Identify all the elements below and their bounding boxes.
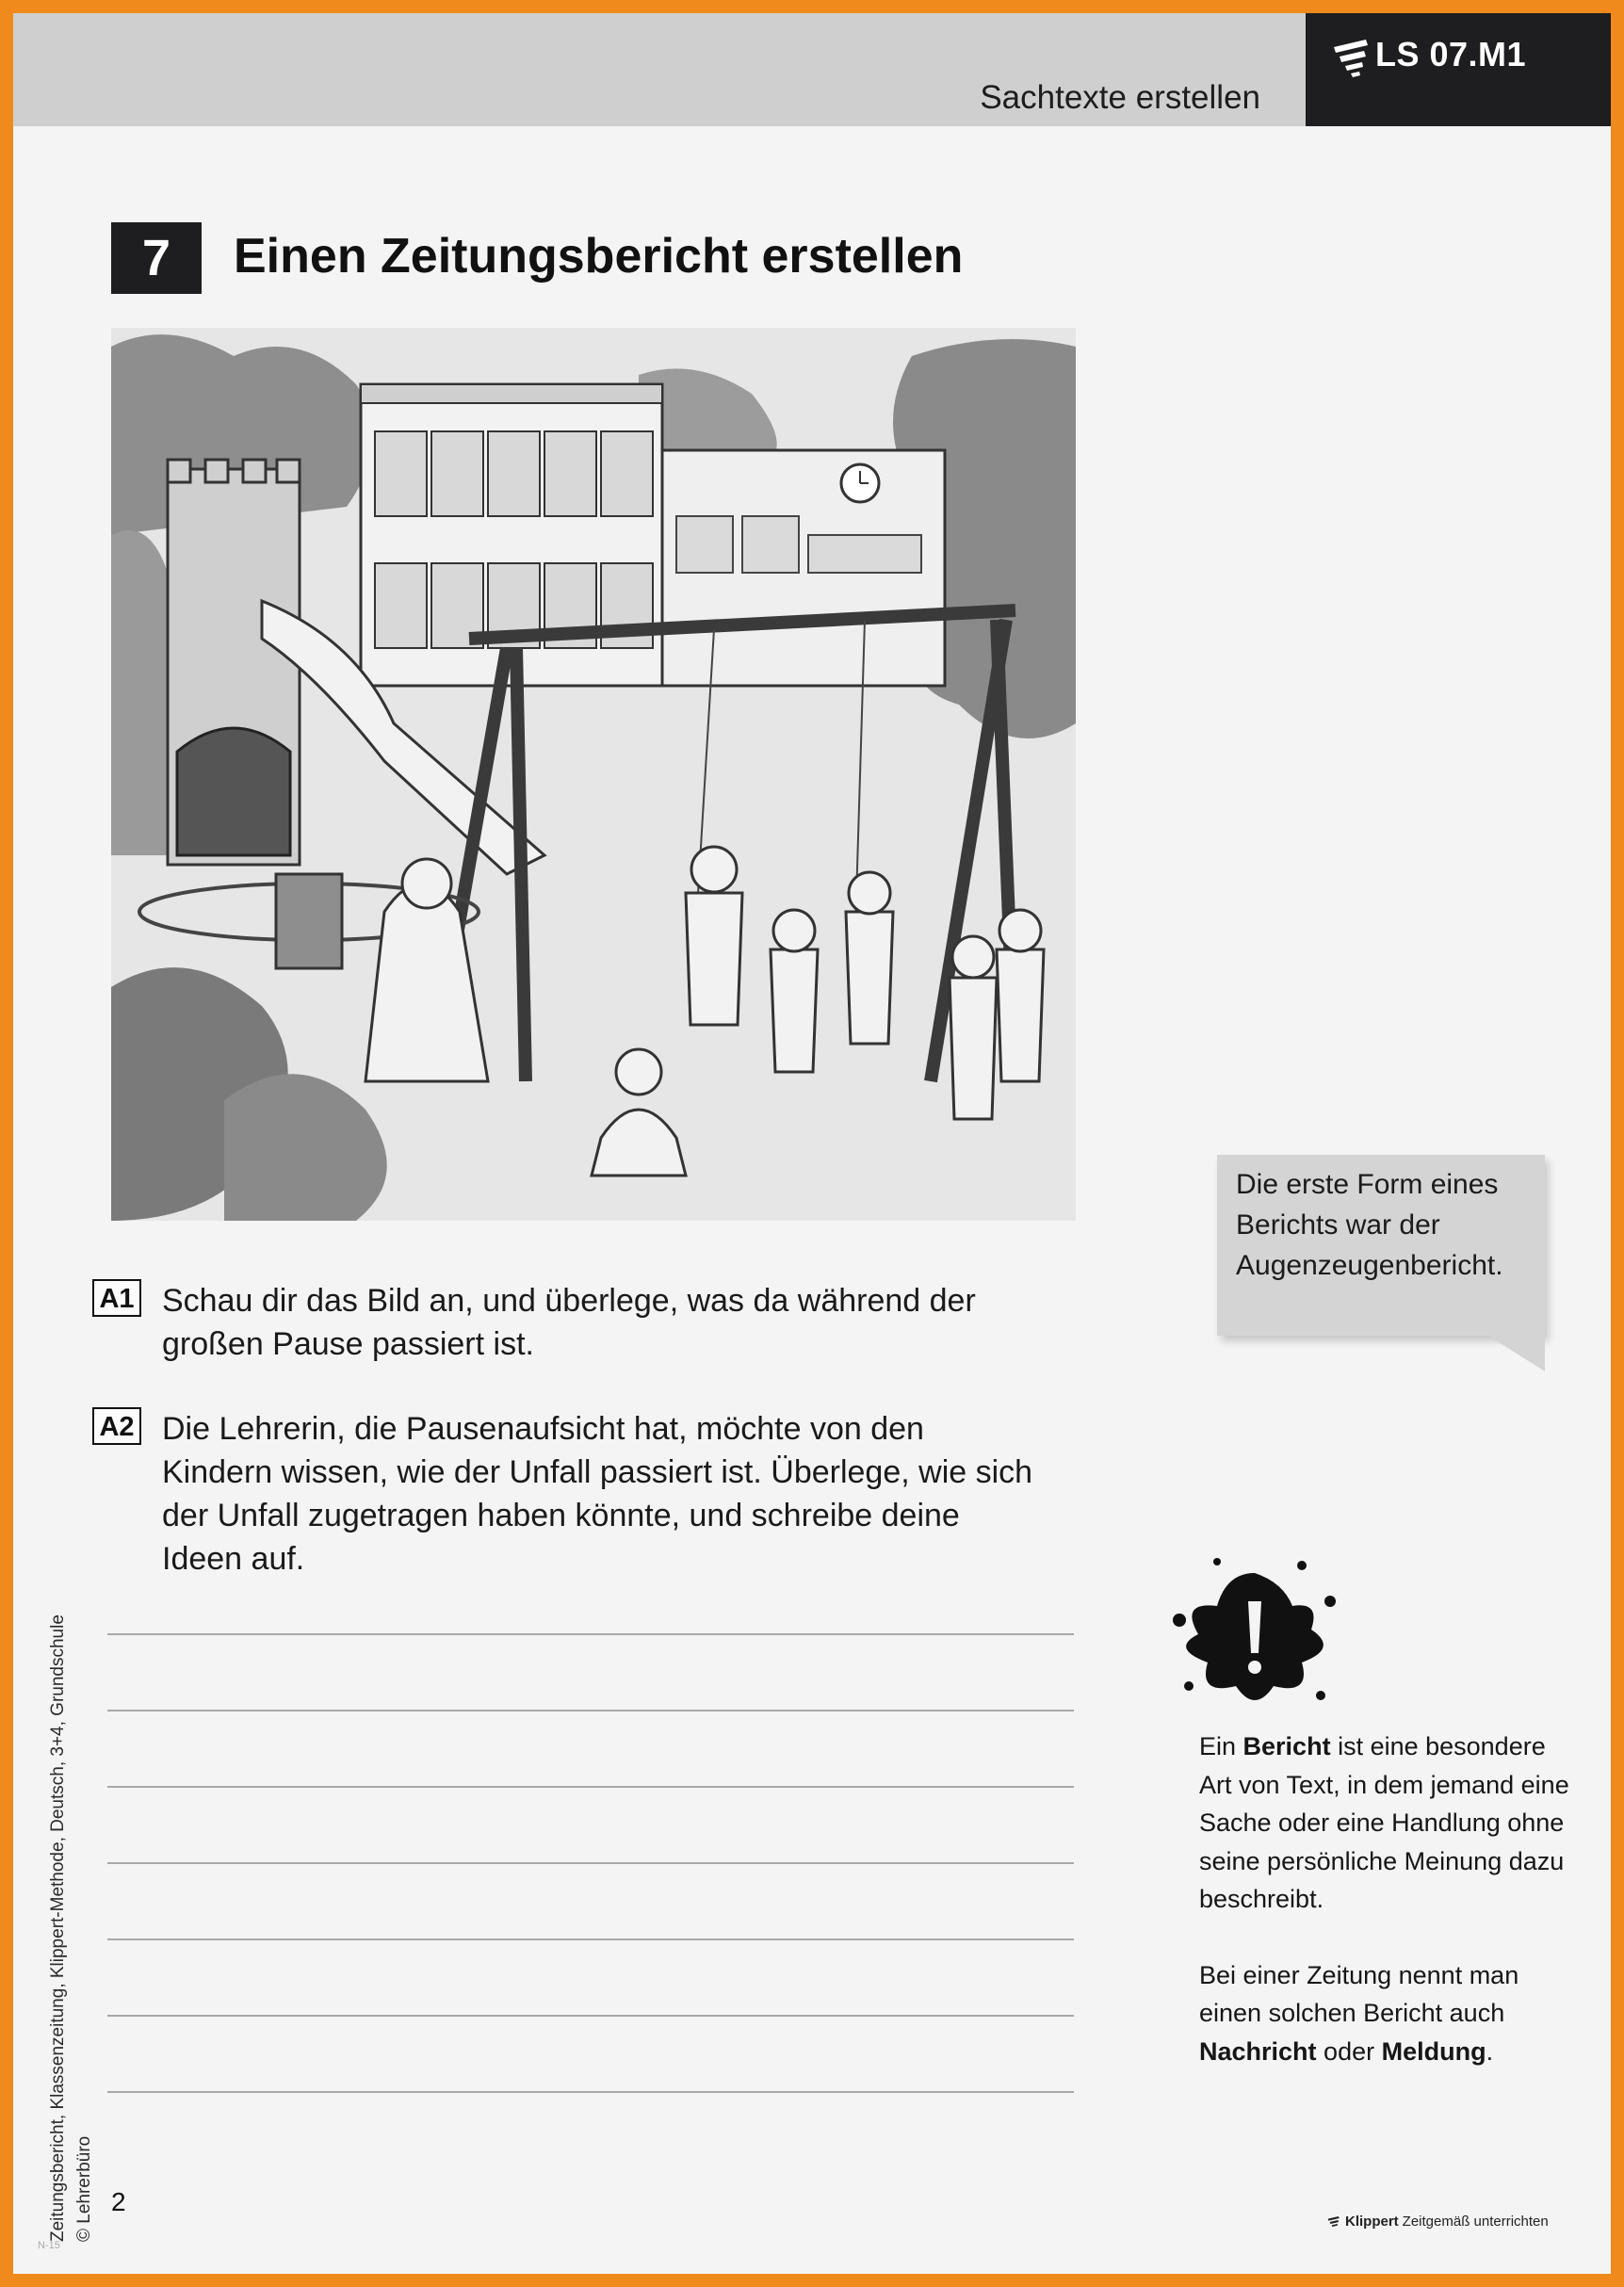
side-credit-line-1: Zeitungsbericht, Klassenzeitung, Klippert-Methode, Deutsch, 3+4, Grundschule <box>48 1614 68 2242</box>
side-credit <box>45 1582 98 2242</box>
info-keyword-meldung: Meldung <box>1381 2036 1486 2066</box>
task-label-a1: A1 <box>92 1279 141 1317</box>
task-text-a1: Schau dir das Bild an, und überlege, was da während der großen Pause passiert ist. <box>162 1283 976 1362</box>
material-code-box <box>1306 13 1611 126</box>
info-paragraph-2 <box>1199 1956 1576 2071</box>
footer-brand <box>1326 2214 1549 2230</box>
writing-line[interactable] <box>107 1786 1074 1788</box>
writing-line[interactable] <box>107 2091 1074 2093</box>
task-text-a2: Die Lehrerin, die Pausenaufsicht hat, möchte von den Kindern wissen, wie der Unfall passiert ist. Überlege, wie sich der Unfall zugetragen haben könnte, und schreibe deine Ideen auf. <box>162 1411 1033 1577</box>
task-a1 <box>92 1279 1034 1366</box>
info-text-part: Ein <box>1199 1732 1243 1760</box>
brand-tagline: Zeitgemäß unterrichten <box>1402 2214 1549 2230</box>
side-credit-line-2: © Lehrerbüro <box>74 2135 94 2242</box>
section-title: Sachtexte erstellen <box>980 79 1260 116</box>
info-keyword-bericht: Bericht <box>1242 1732 1331 1760</box>
page-number: 2 <box>111 2187 126 2216</box>
writing-line[interactable] <box>107 1633 1074 1635</box>
info-paragraph-1 <box>1199 1727 1576 1919</box>
writing-line[interactable] <box>107 1710 1074 1711</box>
info-text-part: ist eine besondere Art von Text, in dem jemand eine Sache oder eine Handlung ohne seine persönliche Meinung dazu beschreibt. <box>1199 1732 1569 1913</box>
tiny-code: N-15 <box>38 2240 60 2251</box>
info-box <box>1199 1727 1576 2070</box>
playground-illustration <box>111 328 1076 1221</box>
info-text-part: Bei einer Zeitung nennt man einen solchen Bericht auch <box>1199 1960 1519 2027</box>
callout-text: Die erste Form eines Berichts war der Augenzeugenbericht. <box>1236 1169 1503 1281</box>
page-title: Einen Zeitungsbericht erstellen <box>234 229 964 284</box>
task-a2 <box>92 1407 1034 1581</box>
klippert-logo-icon <box>1330 34 1373 79</box>
info-text-part: oder <box>1316 2036 1382 2066</box>
material-code: LS 07.M1 <box>1375 35 1527 73</box>
info-keyword-nachricht: Nachricht <box>1199 2036 1317 2066</box>
writing-line[interactable] <box>107 2015 1074 2017</box>
exercise-number: 7 <box>111 222 202 294</box>
writing-line[interactable] <box>107 1862 1074 1864</box>
info-text-part: . <box>1486 2036 1494 2066</box>
klippert-logo-icon <box>1326 2214 1341 2230</box>
header-band <box>13 13 1306 126</box>
brand-name: Klippert <box>1345 2214 1399 2230</box>
writing-line[interactable] <box>107 1938 1074 1940</box>
callout-tail <box>1488 1336 1545 1371</box>
ink-splat-exclamation-icon <box>1161 1554 1349 1716</box>
task-label-a2: A2 <box>92 1407 141 1445</box>
speech-callout <box>1217 1155 1545 1336</box>
